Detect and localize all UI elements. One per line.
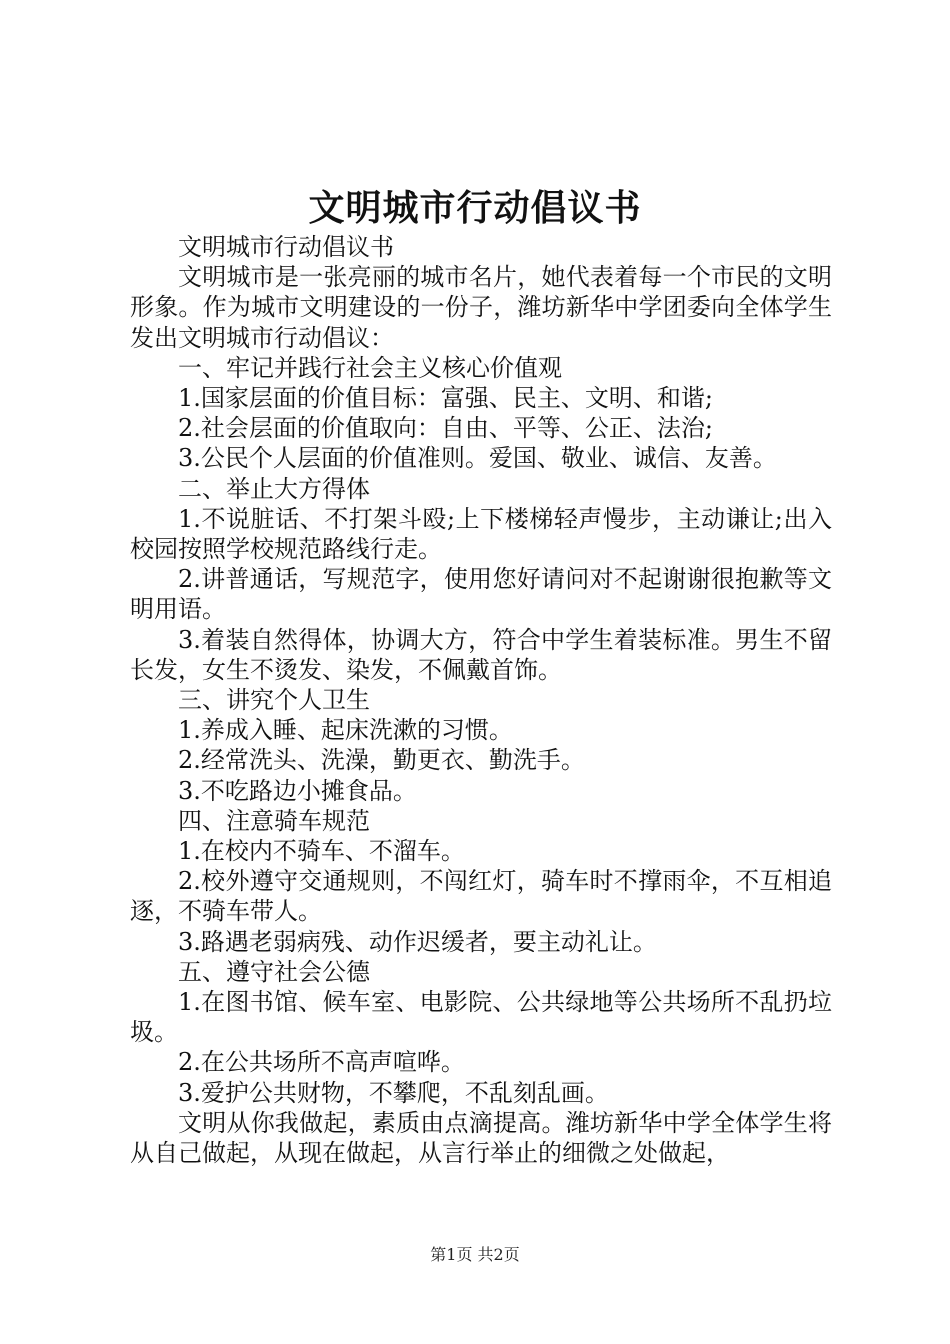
section-heading-4: 四、注意骑车规范 (178, 806, 370, 835)
list-item: 2.校外遵守交通规则，不闯红灯，骑车时不撑雨伞，不互相追逐，不骑车带人。 (130, 867, 832, 926)
list-item: 2.讲普通话，写规范字，使用您好请问对不起谢谢很抱歉等文明用语。 (130, 565, 832, 624)
section-heading-1: 一、牢记并践行社会主义核心价值观 (178, 353, 562, 382)
paragraph-closing: 文明从你我做起，素质由点滴提高。潍坊新华中学全体学生将从自己做起，从现在做起，从言行举止的细微之处做起， (130, 1108, 832, 1168)
paragraph-heading: 文明城市行动倡议书 (178, 233, 394, 261)
list-item: 3.着装自然得体，协调大方，符合中学生着装标准。男生不留长发，女生不烫发、染发，不佩戴首饰。 (130, 625, 832, 684)
document-title: 文明城市行动倡议书 (308, 187, 642, 229)
list-item: 1.不说脏话、不打架斗殴;上下楼梯轻声慢步，主动谦让;出入校园按照学校规范路线行走。 (130, 504, 832, 564)
list-item: 2.经常洗头、洗澡，勤更衣、勤洗手。 (178, 746, 585, 775)
section-heading-5: 五、遵守社会公德 (178, 957, 370, 986)
list-item: 2.在公共场所不高声喧哗。 (178, 1048, 465, 1077)
paragraph-intro: 文明城市是一张亮丽的城市名片，她代表着每一个市民的文明形象。作为城市文明建设的一份子，潍坊新华中学团委向全体学生发出文明城市行动倡议： (130, 263, 832, 352)
section-heading-3: 三、讲究个人卫生 (178, 686, 370, 715)
list-item: 1.在校内不骑车、不溜车。 (178, 837, 465, 866)
list-item: 1.养成入睡、起床洗漱的习惯。 (178, 716, 513, 745)
section-heading-2: 二、举止大方得体 (178, 474, 370, 503)
list-item: 3.路遇老弱病残、动作迟缓者，要主动礼让。 (178, 927, 657, 956)
list-item: 3.不吃路边小摊食品。 (178, 776, 417, 805)
list-item: 1.国家层面的价值目标：富强、民主、文明、和谐; (178, 384, 713, 413)
list-item: 2.社会层面的价值取向：自由、平等、公正、法治; (178, 414, 713, 443)
page-indicator: 第1页 共2页 (430, 1245, 520, 1264)
document-body (130, 232, 832, 1168)
list-item: 1.在图书馆、候车室、电影院、公共绿地等公共场所不乱扔垃圾。 (130, 988, 832, 1047)
list-item: 3.爱护公共财物，不攀爬，不乱刻乱画。 (178, 1078, 609, 1107)
list-item: 3.公民个人层面的价值准则。爱国、敬业、诚信、友善。 (178, 444, 777, 473)
